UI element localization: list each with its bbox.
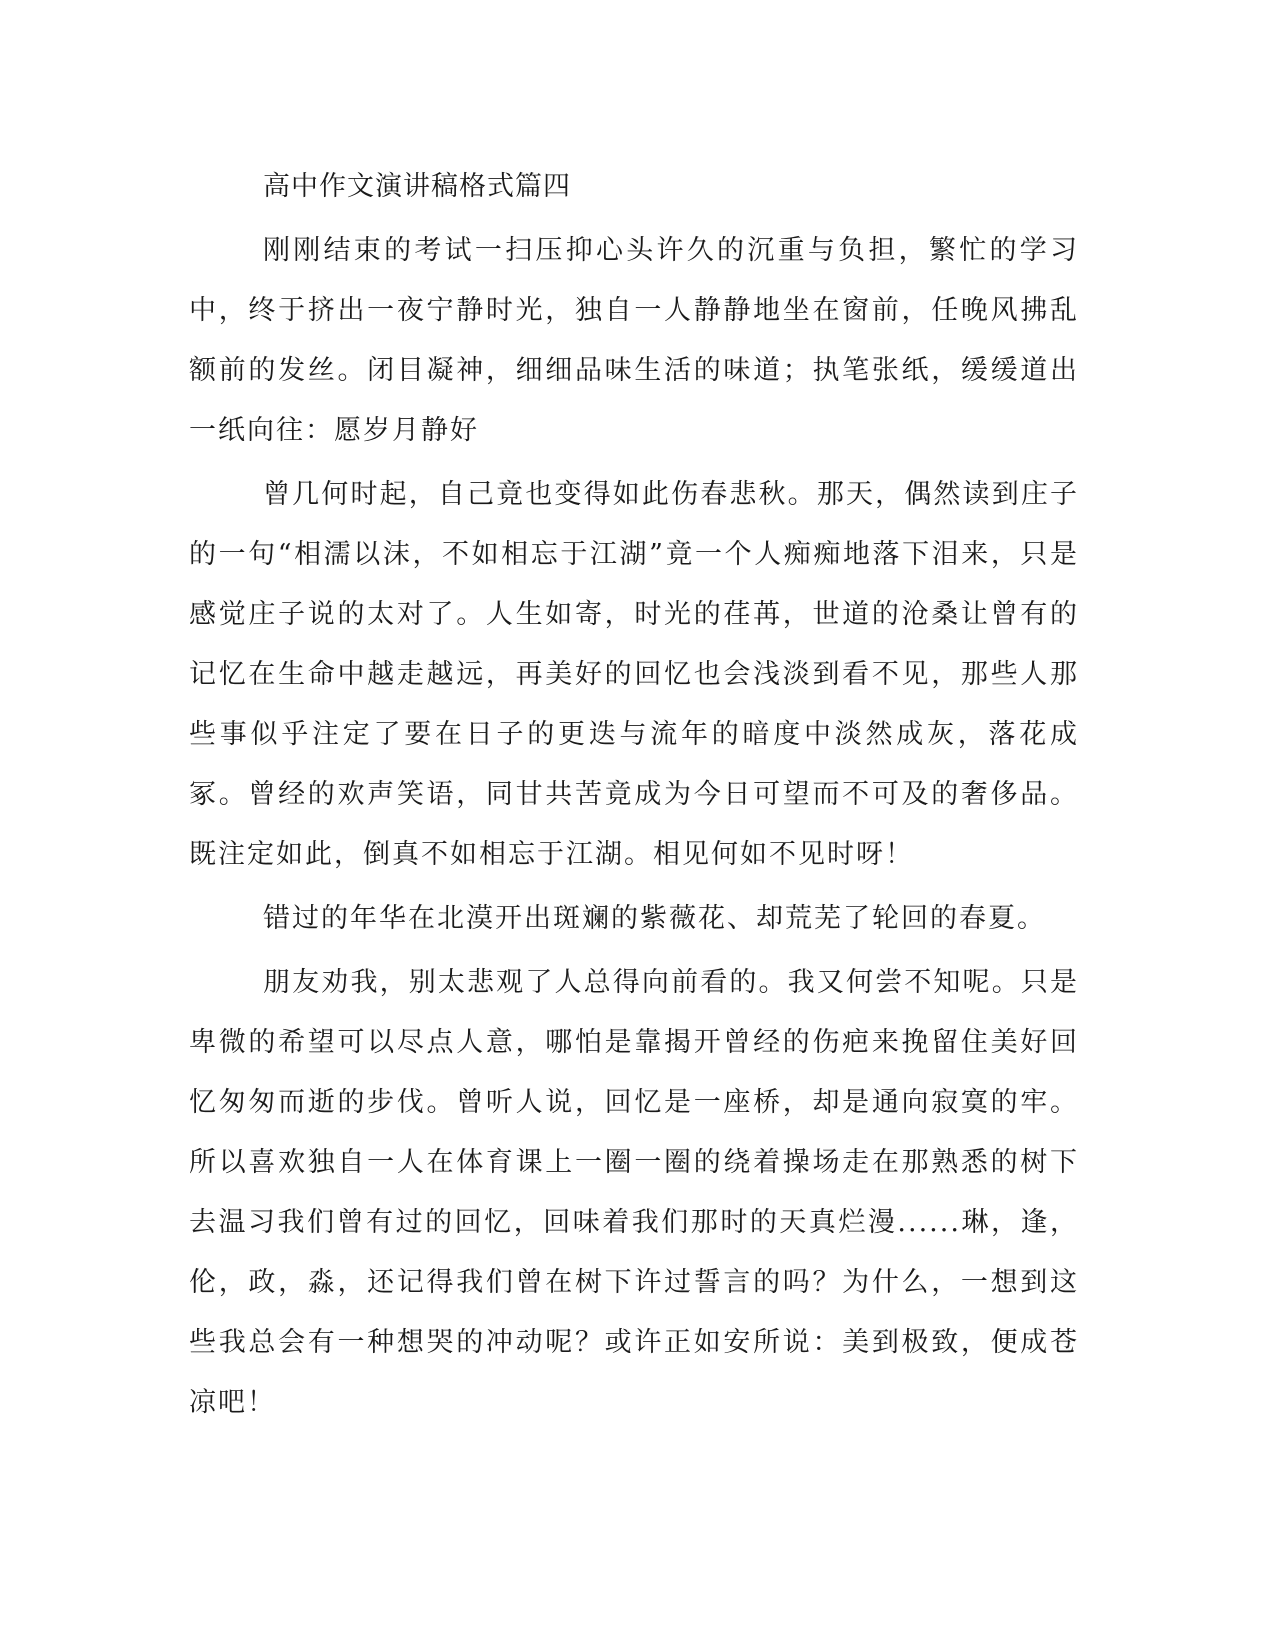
paragraph-4: 朋友劝我，别太悲观了人总得向前看的。我又何尝不知呢。只是卑微的希望可以尽点人意，哪怕是靠揭开曾经的伤疤来挽留住美好回忆匆匆而逝的步伐。曾听人说，回忆是一座桥，却是通向寂寞的牢。所以喜欢独自一人在体育课上一圈一圈的绕着操场走在那熟悉的树下去温习我们曾有过的回忆，回味着我们那时的天真烂漫......琳，逢，伦，政，淼，还记得我们曾在树下许过誓言的吗？为什么，一想到这些我总会有一种想哭的冲动呢？或许正如安所说：美到极致，便成苍凉吧！ xyxy=(189,967,1079,1418)
document-title: 高中作文演讲稿格式篇四 xyxy=(263,171,571,202)
paragraph-1: 刚刚结束的考试一扫压抑心头许久的沉重与负担，繁忙的学习中，终于挤出一夜宁静时光，独自一人静静地坐在窗前，任晚风拂乱额前的发丝。闭目凝神，细细品味生活的味道；执笔张纸，缓缓道出一纸向往：愿岁月静好 xyxy=(189,235,1079,446)
paragraph-2: 曾几何时起，自己竟也变得如此伤春悲秋。那天，偶然读到庄子的一句“相濡以沫，不如相忘于江湖”竟一个人痴痴地落下泪来，只是感觉庄子说的太对了。人生如寄，时光的荏苒，世道的沧桑让曾有的记忆在生命中越走越远，再美好的回忆也会浅淡到看不见，那些人那些事似乎注定了要在日子的更迭与流年的暗度中淡然成灰，落花成冢。曾经的欢声笑语，同甘共苦竟成为今日可望而不可及的奢侈品。既注定如此，倒真不如相忘于江湖。相见何如不见时呀！ xyxy=(189,479,1079,870)
document-body xyxy=(189,163,1079,1437)
paragraph-3: 错过的年华在北漠开出斑斓的紫薇花、却荒芜了轮回的春夏。 xyxy=(263,903,1046,934)
